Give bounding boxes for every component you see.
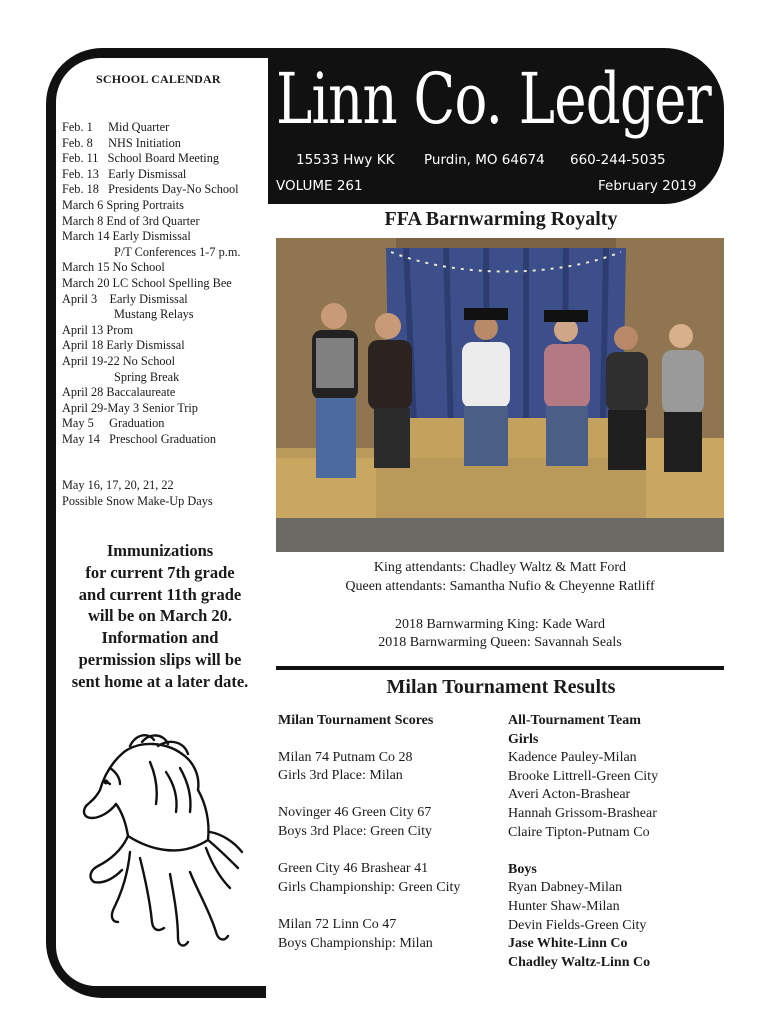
calendar-item: April 28 Baccalaureate	[62, 385, 176, 400]
calendar-item: Mustang Relays	[114, 307, 194, 322]
scores-list	[278, 730, 460, 953]
calendar-item: May 5 Graduation	[62, 416, 165, 431]
previous-king-caption: 2018 Barnwarming King: Kade Ward	[394, 617, 606, 632]
scores-heading: Milan Tournament Scores	[278, 713, 434, 728]
queen-attendants-caption: Queen attendants: Samantha Nufio & Cheyenne Ratliff	[345, 579, 655, 594]
score-line: Milan 74 Putnam Co 28	[278, 749, 413, 765]
masthead-title: Linn Co. Ledger	[276, 58, 711, 140]
team-line: Girls	[508, 731, 539, 747]
team-line: Ryan Dabney-Milan	[508, 880, 623, 896]
calendar-item: April 13 Prom	[62, 322, 134, 337]
team-line: Brooke Littrell-Green City	[508, 768, 659, 784]
team-line: Hannah Grissom-Brashear	[508, 805, 657, 821]
calendar-item: Feb. 13 Early Dismissal	[62, 166, 187, 181]
team-line	[508, 842, 658, 861]
snow-label: Possible Snow Make-Up Days	[62, 494, 213, 508]
immunizations-line: permission slips will be	[78, 649, 242, 669]
calendar-item: May 14 Preschool Graduation	[62, 431, 217, 446]
masthead-address: 15533 Hwy KK	[296, 152, 395, 168]
calendar-item: March 15 No School	[62, 260, 165, 275]
immunizations-line: Information and	[101, 628, 219, 648]
calendar-item: Spring Break	[114, 369, 180, 384]
score-line	[278, 730, 460, 749]
score-line: Girls Championship: Green City	[278, 879, 461, 895]
milan-title: Milan Tournament Results	[386, 676, 616, 698]
team-line: All-Tournament Team	[508, 713, 641, 728]
all-tournament-team	[508, 712, 658, 972]
score-line: Novinger 46 Green City 67	[278, 805, 432, 821]
calendar-list	[62, 120, 262, 447]
mustang-mascot-icon	[70, 732, 246, 950]
masthead-date: February 2019	[598, 178, 697, 194]
team-line: Chadley Waltz-Linn Co	[508, 954, 651, 970]
immunizations-notice	[58, 540, 262, 693]
calendar-item: Feb. 1 Mid Quarter	[62, 120, 170, 134]
calendar-item: April 29-May 3 Senior Trip	[62, 400, 198, 415]
team-line: Jase White-Linn Co	[508, 936, 628, 952]
masthead-phone: 660-244-5035	[570, 152, 666, 168]
calendar-item: March 14 Early Dismissal	[62, 229, 191, 244]
ffa-title: FFA Barnwarming Royalty	[384, 208, 618, 230]
previous-queen-caption: 2018 Barnwarming Queen: Savannah Seals	[378, 635, 622, 650]
score-line	[278, 786, 460, 805]
section-divider	[276, 666, 724, 670]
immunizations-line: Immunizations	[106, 541, 214, 560]
score-line: Girls 3rd Place: Milan	[278, 768, 403, 784]
snow-days	[62, 477, 213, 509]
immunizations-line: and current 11th grade	[78, 584, 242, 604]
snow-dates: May 16, 17, 20, 21, 22	[62, 478, 174, 492]
calendar-item: March 6 Spring Portraits	[62, 197, 184, 212]
score-line: Milan 72 Linn Co 47	[278, 916, 397, 932]
immunizations-line: for current 7th grade	[85, 562, 235, 582]
calendar-item: April 3 Early Dismissal	[62, 291, 188, 306]
immunizations-line: sent home at a later date.	[71, 671, 249, 691]
masthead-city: Purdin, MO 64674	[424, 152, 545, 168]
calendar-item: March 8 End of 3rd Quarter	[62, 213, 200, 228]
score-line: Boys Championship: Milan	[278, 935, 433, 951]
calendar-item: Feb. 18 Presidents Day-No School	[62, 182, 239, 197]
team-line: Boys	[508, 861, 537, 877]
team-line: Claire Tipton-Putnam Co	[508, 824, 650, 840]
team-line: Kadence Pauley-Milan	[508, 750, 637, 766]
calendar-item: Feb. 8 NHS Initiation	[62, 135, 181, 150]
king-attendants-caption: King attendants: Chadley Waltz & Matt Ford	[373, 560, 627, 575]
score-line	[278, 842, 460, 861]
royalty-photo	[276, 238, 724, 552]
calendar-item: Feb. 11 School Board Meeting	[62, 151, 219, 166]
team-line: Devin Fields-Green City	[508, 917, 647, 933]
score-line: Green City 46 Brashear 41	[278, 861, 429, 877]
immunizations-line: will be on March 20.	[87, 606, 233, 626]
calendar-heading: SCHOOL CALENDAR	[96, 72, 221, 86]
calendar-item: April 18 Early Dismissal	[62, 338, 185, 353]
team-line: Averi Acton-Brashear	[508, 787, 631, 803]
score-line	[278, 897, 460, 916]
calendar-item: P/T Conferences 1-7 p.m.	[114, 244, 241, 259]
calendar-item: March 20 LC School Spelling Bee	[62, 275, 232, 290]
team-line: Hunter Shaw-Milan	[508, 898, 620, 914]
calendar-item: April 19-22 No School	[62, 353, 176, 368]
masthead-volume: VOLUME 261	[276, 178, 363, 194]
score-line: Boys 3rd Place: Green City	[278, 823, 432, 839]
